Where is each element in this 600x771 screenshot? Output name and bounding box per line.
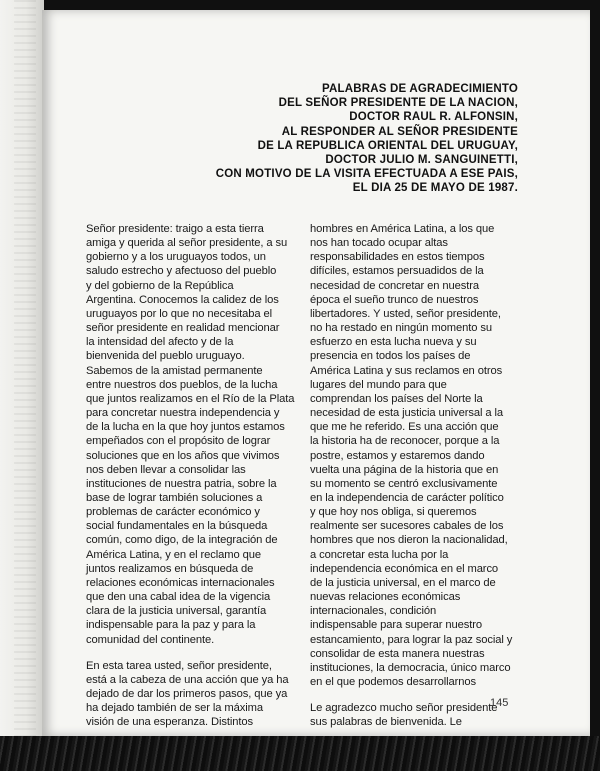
text-line: visión de una esperanza. Distintos xyxy=(86,716,253,729)
left-column xyxy=(86,222,296,729)
text-line: empeñados con el propósito de lograr xyxy=(86,435,271,448)
heading-line: PALABRAS DE AGRADECIMIENTO xyxy=(321,83,518,95)
speech-heading xyxy=(200,82,518,196)
text-line: responsabilidades en estos tiempos xyxy=(310,251,485,264)
text-line: postre, estamos y estaremos dando xyxy=(310,449,485,462)
text-line: consolidar de esta manera nuestras xyxy=(310,647,485,660)
binding-edge xyxy=(0,0,44,771)
text-line: en el que podemos desarrollarnos xyxy=(310,676,476,688)
text-line: realmente ser sucesores cabales de los xyxy=(310,520,504,533)
heading-line: CON MOTIVO DE LA VISITA EFECTUADA A ESE PAIS, xyxy=(215,168,518,181)
text-line: de la lucha en la que hoy juntos estamos xyxy=(86,421,285,434)
text-line: a concretar esta lucha por la xyxy=(310,548,449,561)
text-line: En esta tarea usted, señor presidente, xyxy=(86,659,272,672)
heading-line: DEL SEÑOR PRESIDENTE DE LA NACION, xyxy=(278,97,518,110)
text-line: de la justicia universal, en el marco de xyxy=(310,576,496,589)
text-line: juntos realizamos en búsqueda de xyxy=(86,562,254,575)
text-line: nuevas relaciones económicas xyxy=(310,591,461,604)
text-line: América Latina y sus reclamos en otros xyxy=(310,364,503,377)
text-line: nos deben llevar a consolidar las xyxy=(86,463,246,476)
text-line: vuelta una página de la historia que en xyxy=(310,463,499,476)
text-line: necesidad de esta justicia universal a la xyxy=(310,407,504,420)
text-line: está a la cabeza de una acción que ya ha xyxy=(86,673,289,686)
text-line: base de lograr también soluciones a xyxy=(86,491,263,504)
text-line: entre nuestros dos pueblos, de la lucha xyxy=(86,378,278,391)
text-line: gobierno y a los uruguayos todos, un xyxy=(86,251,266,264)
text-line: señor presidente en realidad mencionar xyxy=(86,322,280,335)
text-line: comunidad del continente. xyxy=(86,633,215,646)
text-line: estancamiento, para lograr la paz social y xyxy=(310,633,513,646)
text-line: soluciones que en los años que vivimos xyxy=(86,449,280,462)
text-line: libertadores. Y usted, señor presidente, xyxy=(310,307,501,320)
text-line: independencia económica en el marco xyxy=(310,562,499,575)
text-line: sus palabras de bienvenida. Le xyxy=(310,716,462,729)
text-line: Sabemos de la amistad permanente xyxy=(86,364,263,377)
scan-border xyxy=(0,736,600,771)
text-line: amiga y querida al señor presidente, a su xyxy=(86,237,288,250)
text-line: no ha restado en ningún momento su xyxy=(310,322,492,335)
text-line: indispensable para superar nuestro xyxy=(310,619,482,632)
right-column xyxy=(310,222,520,729)
text-line: instituciones de nuestra patria, sobre la xyxy=(86,477,277,490)
text-line: problemas de carácter económico y xyxy=(86,506,260,519)
text-line: hombres en América Latina, a los que xyxy=(310,223,495,235)
text-line: presencia en todos los países de xyxy=(310,350,471,363)
text-line: la intensidad del afecto y de la xyxy=(86,336,234,349)
paragraph-gap xyxy=(310,689,520,701)
text-line: dejado de dar los primeros pasos, que ya xyxy=(86,688,288,700)
text-line: instituciones, la democracia, único marco xyxy=(310,661,511,674)
text-line: lugares del mundo para que xyxy=(310,378,447,391)
heading-line: AL RESPONDER AL SEÑOR PRESIDENTE xyxy=(281,125,518,138)
paragraph-gap xyxy=(86,647,296,659)
text-line: indispensable para la paz y para la xyxy=(86,619,256,632)
text-line: su momento se centró exclusivamente xyxy=(310,477,498,490)
heading-line: EL DIA 25 DE MAYO DE 1987. xyxy=(352,182,518,195)
text-line: que juntos realizamos en el Río de la Plata xyxy=(86,392,295,405)
text-line: y que hoy nos obliga, si queremos xyxy=(310,506,477,519)
page-number: 145 xyxy=(490,697,509,709)
text-line: uruguayos por lo que no necesitaba el xyxy=(86,307,273,320)
text-line: relaciones económicas internacionales xyxy=(86,576,275,589)
text-line: para concretar nuestra independencia y xyxy=(86,407,280,420)
text-line: Señor presidente: traigo a esta tierra xyxy=(86,223,264,235)
text-line: internacionales, condición xyxy=(310,605,437,618)
text-line: que den una cabal idea de la vigencia xyxy=(86,591,271,604)
text-line: América Latina, y en el reclamo que xyxy=(86,548,261,561)
text-line: hombres que nos dieron la nacionalidad, xyxy=(310,534,508,547)
text-line: bienvenida del pueblo uruguayo. xyxy=(86,350,245,363)
heading-line: DOCTOR JULIO M. SANGUINETTI, xyxy=(325,154,518,167)
text-line: saludo estrecho y afectuoso del pueblo xyxy=(86,265,277,278)
text-line: Le agradezco mucho señor presidente xyxy=(310,702,498,715)
text-line: y del gobierno de la República xyxy=(86,279,234,292)
text-line: Argentina. Conocemos la calidez de los xyxy=(86,293,279,306)
text-line: difíciles, estamos persuadidos de la xyxy=(310,265,484,278)
heading-line: DOCTOR RAUL R. ALFONSIN, xyxy=(349,111,518,124)
text-line: común, como digo, de la integración de xyxy=(86,534,278,547)
text-line: esfuerzo en esta lucha nueva y su xyxy=(310,336,477,349)
text-line: clara de la justicia universal, garantía xyxy=(86,605,267,618)
text-line: época el sueño trunco de nuestros xyxy=(310,293,479,306)
text-line: que me he referido. Es una acción que xyxy=(310,421,499,434)
text-line: en la independencia de carácter político xyxy=(310,491,504,504)
text-line: comprendan los países del Norte la xyxy=(310,392,483,405)
text-line: ha dejado también de ser la máxima xyxy=(86,702,263,715)
text-line: social fundamentales en la búsqueda xyxy=(86,520,268,533)
text-line: necesidad de concretar en nuestra xyxy=(310,279,479,292)
heading-line: DE LA REPUBLICA ORIENTAL DEL URUGUAY, xyxy=(257,139,518,152)
text-line: la historia ha de reconocer, porque a la xyxy=(310,435,500,448)
text-line: nos han tocado ocupar altas xyxy=(310,237,448,250)
